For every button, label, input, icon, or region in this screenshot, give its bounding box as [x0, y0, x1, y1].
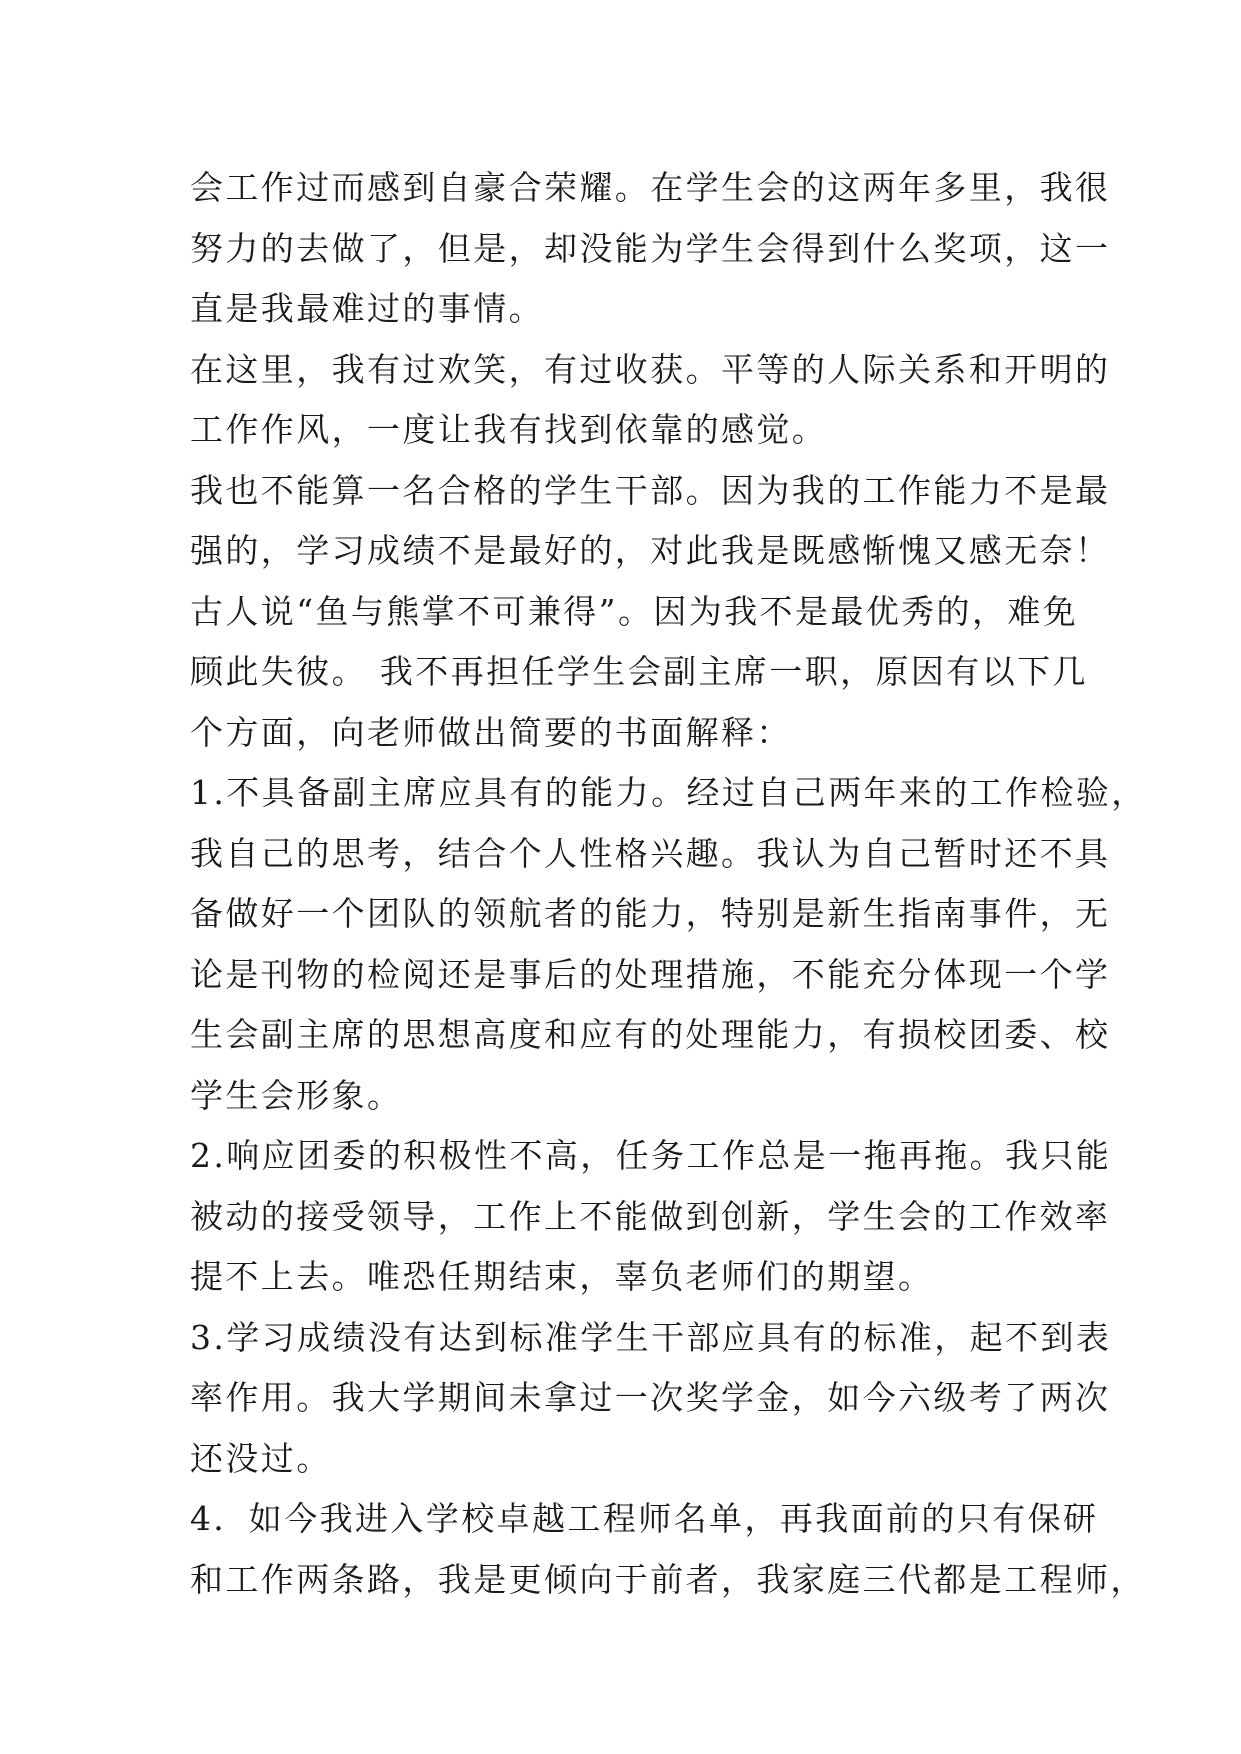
text-line: 和工作两条路，我是更倾向于前者，我家庭三代都是工程师， — [190, 1559, 1146, 1599]
text-line: 直是我最难过的事情。 — [190, 289, 544, 328]
text-line: 会工作过而感到自豪合荣耀。在学生会的这两年多里，我很 — [190, 168, 1111, 207]
text-line: 学生会形象。 — [190, 1075, 403, 1115]
text-line: 努力的去做了，但是，却没能为学生会得到什么奖项，这一 — [190, 228, 1111, 268]
text-line: 在这里，我有过欢笑，有过收获。平等的人际关系和开明的 — [190, 349, 1111, 389]
text-line: 古人说“鱼与熊掌不可兼得”。因为我不是最优秀的，难免 — [190, 591, 1079, 631]
text-line: 个方面，向老师做出简要的书面解释： — [190, 712, 792, 752]
text-line: 还没过。 — [190, 1438, 332, 1478]
text-line: 工作作风，一度让我有找到依靠的感觉。 — [190, 410, 828, 449]
text-line: 4．如今我进入学校卓越工程师名单，再我面前的只有保研 — [190, 1499, 1099, 1538]
text-line: 2.响应团委的积极性不高，任务工作总是一拖再拖。我只能 — [190, 1136, 1112, 1175]
text-line: 被动的接受领导，工作上不能做到创新，学生会的工作效率 — [190, 1196, 1111, 1236]
text-line: 我自己的思考，结合个人性格兴趣。我认为自己暂时还不具 — [190, 833, 1111, 873]
text-line: 3.学习成绩没有达到标准学生干部应具有的标准，起不到表 — [190, 1317, 1112, 1357]
text-line: 1.不具备副主席应具有的能力。经过自己两年来的工作检验， — [190, 773, 1147, 812]
text-line: 论是刊物的检阅还是事后的处理措施，不能充分体现一个学 — [190, 954, 1111, 994]
text-line: 备做好一个团队的领航者的能力，特别是新生指南事件，无 — [190, 894, 1111, 933]
text-line: 提不上去。唯恐任期结束，辜负老师们的期望。 — [190, 1257, 934, 1296]
text-line: 生会副主席的思想高度和应有的处理能力，有损校团委、校 — [190, 1015, 1111, 1054]
text-line: 率作用。我大学期间未拿过一次奖学金，如今六级考了两次 — [190, 1378, 1111, 1417]
text-line: 顾此失彼。 我不再担任学生会副主席一职，原因有以下几 — [190, 652, 1088, 691]
text-line: 我也不能算一名合格的学生干部。因为我的工作能力不是最 — [190, 470, 1111, 510]
text-line: 强的，学习成绩不是最好的，对此我是既感惭愧又感无奈！ — [190, 531, 1111, 570]
document-body — [190, 158, 1147, 1610]
